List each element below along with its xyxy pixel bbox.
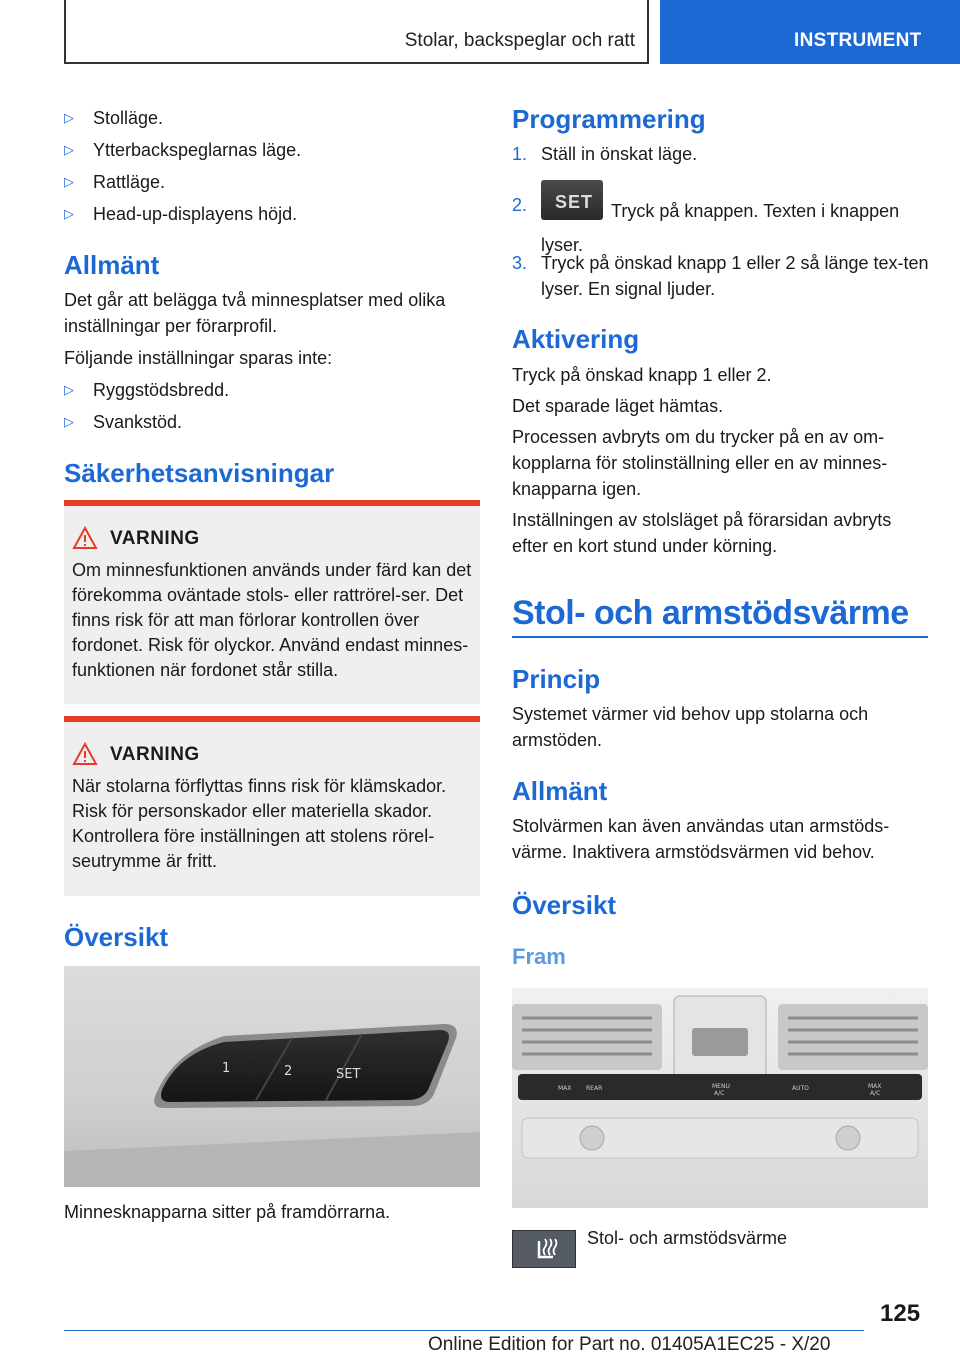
warning-text: Om minnesfunktionen används under färd kan det förekomma oväntade stols- eller rattrörel-ser. Det finns risk för att man förlorar kontrollen över fordonet. Risk för olyckor. Använd endast minnes-funktionen när fordonet står stilla. xyxy=(72,560,472,680)
paragraph: Följande inställningar sparas inte: xyxy=(64,348,333,368)
paragraph: Det sparade läget hämtas. xyxy=(512,396,724,416)
warning-label: VARNING xyxy=(110,744,200,765)
warning-triangle-icon xyxy=(72,526,98,550)
chapter-tab-label: INSTRUMENT xyxy=(794,30,922,51)
heading-princip: Princip xyxy=(512,664,601,694)
edition-footer: Online Edition for Part no. 01405A1EC25 - X/20 xyxy=(428,1334,831,1355)
heading-stol-armstodsvarme: Stol- och armstödsvärme xyxy=(512,594,909,632)
heading-oversikt: Översikt xyxy=(512,890,617,920)
paragraph: Systemet värmer vid behov upp stolarna och armstöden. xyxy=(512,704,869,750)
paragraph: Processen avbryts om du trycker på en av om-kopplarna för stolinställning eller en av minnes-knapparna igen. xyxy=(512,427,888,499)
icon-caption: Stol- och armstödsvärme xyxy=(587,1228,788,1248)
heading-underline xyxy=(512,636,928,638)
console-button-label: MAX xyxy=(868,1083,882,1090)
heading-allmant: Allmänt xyxy=(64,250,160,280)
console-button-label: A/C xyxy=(714,1090,725,1097)
triangle-bullet-icon: ▷ xyxy=(64,206,74,221)
warning-text: När stolarna förflyttas finns risk för klämskador. Risk för personskador eller materiella skador. Kontrollera före inställningen att stolens rörel-seutrymme är fritt. xyxy=(72,776,447,871)
paragraph: Tryck på önskad knapp 1 eller 2. xyxy=(512,365,772,385)
console-button-label: AUTO xyxy=(792,1085,809,1092)
heading-allmant: Allmänt xyxy=(512,776,608,806)
triangle-bullet-icon: ▷ xyxy=(64,142,74,157)
paragraph: Det går att belägga två minnesplatser med olika inställningar per förarprofil. xyxy=(64,290,446,336)
heading-aktivering: Aktivering xyxy=(512,324,640,354)
heading-oversikt: Översikt xyxy=(64,922,169,952)
heading-safety: Säkerhetsanvisningar xyxy=(64,458,335,488)
console-button-label: A/C xyxy=(870,1090,881,1097)
triangle-bullet-icon: ▷ xyxy=(64,382,74,397)
console-button-label: REAR xyxy=(586,1085,603,1092)
photo-button-label: 1 xyxy=(222,1061,231,1076)
page-header xyxy=(0,0,960,66)
chapter-tab[interactable] xyxy=(660,0,960,64)
warning-box xyxy=(64,500,480,704)
photo-button-label: 2 xyxy=(284,1064,293,1079)
memory-buttons-photo xyxy=(64,966,480,1187)
triangle-bullet-icon: ▷ xyxy=(64,414,74,429)
footer-rule xyxy=(64,1330,864,1331)
heading-programmering: Programmering xyxy=(512,104,706,134)
heading-fram: Fram xyxy=(512,944,566,969)
page-number: 125 xyxy=(880,1300,921,1327)
warning-triangle-icon xyxy=(72,742,98,766)
triangle-bullet-icon: ▷ xyxy=(64,174,74,189)
triangle-bullet-icon: ▷ xyxy=(64,110,74,125)
console-button-label: MAX xyxy=(558,1085,572,1092)
center-console-photo xyxy=(512,988,928,1208)
section-title-box xyxy=(64,0,649,64)
warning-box xyxy=(64,716,480,896)
seat-heating-icon xyxy=(512,1230,576,1268)
paragraph: Inställningen av stolsläget på förarsidan avbryts efter en kort stund under körning. xyxy=(512,510,892,556)
photo-caption: Minnesknapparna sitter på framdörrarna. xyxy=(64,1202,391,1222)
paragraph: Stolvärmen kan även användas utan armstöds-värme. Inaktivera armstödsvärmen vid behov. xyxy=(512,816,890,862)
set-button-icon: SET xyxy=(541,180,603,220)
photo-button-label: SET xyxy=(336,1067,361,1082)
console-button-label: MENU xyxy=(712,1083,730,1090)
warning-label: VARNING xyxy=(110,528,200,549)
section-title: Stolar, backspeglar och ratt xyxy=(404,30,635,51)
